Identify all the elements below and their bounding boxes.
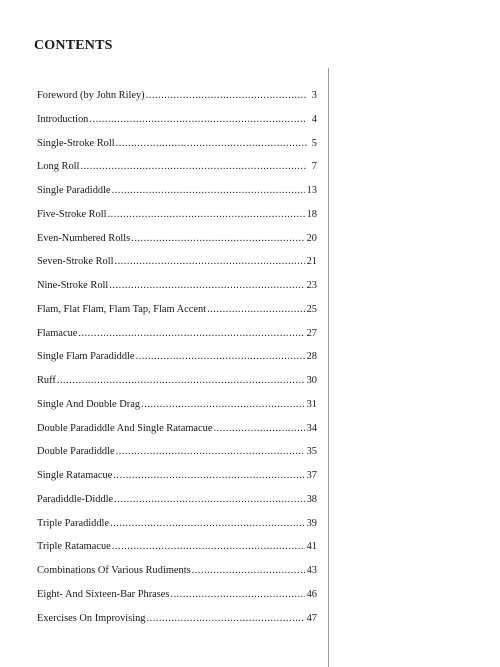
toc-entry <box>37 304 317 328</box>
dot-leader <box>108 209 305 220</box>
toc-entry-title: Foreword (by John Riley) <box>37 90 145 101</box>
toc-entry-page: 4 <box>311 113 317 125</box>
dot-leader <box>192 565 305 576</box>
toc-entry-title: Long Roll <box>37 161 80 173</box>
dot-leader <box>141 399 305 410</box>
dot-leader <box>78 328 304 339</box>
dot-leader <box>147 613 305 624</box>
toc-entry-page: 27 <box>306 327 317 339</box>
dot-leader <box>57 375 305 386</box>
dot-leader <box>146 90 307 101</box>
toc-entry <box>37 613 317 637</box>
dot-leader <box>113 470 304 481</box>
dot-leader <box>213 423 304 434</box>
toc-entry <box>37 161 317 185</box>
dot-leader <box>109 280 304 291</box>
toc-entry <box>37 114 317 138</box>
toc-entry <box>37 399 317 423</box>
toc-entry-page: 41 <box>306 541 317 553</box>
toc-entry-title: Paradiddle-Diddle <box>37 493 114 505</box>
dot-leader <box>170 589 304 600</box>
dot-leader <box>110 518 305 529</box>
dot-leader <box>112 185 305 196</box>
dot-leader <box>116 446 305 457</box>
toc-entry-page: 28 <box>306 351 317 363</box>
toc-entry-page: 23 <box>306 280 317 291</box>
toc-entry <box>37 589 317 613</box>
toc-entry-title: Double Paradiddle <box>37 446 115 458</box>
toc-entry-title: Single Paradiddle <box>37 185 111 196</box>
dot-leader <box>112 541 305 552</box>
toc-entry-title: Flamacue <box>37 327 78 339</box>
contents-heading: CONTENTS <box>34 38 113 53</box>
toc-entry <box>37 351 317 375</box>
toc-entry-page: 25 <box>306 303 317 315</box>
dot-leader <box>114 494 304 505</box>
toc-entry-page: 47 <box>306 612 317 624</box>
dot-leader <box>116 138 307 149</box>
toc-entry <box>37 423 317 447</box>
toc-entry <box>37 541 317 565</box>
dot-leader <box>80 161 307 172</box>
toc-entry <box>37 90 317 114</box>
toc-entry <box>37 494 317 518</box>
toc-entry-page: 38 <box>306 493 317 505</box>
toc-entry-page: 13 <box>306 185 317 196</box>
toc-entry <box>37 446 317 470</box>
toc-entry-title: Exercises On Improvising <box>37 612 146 624</box>
toc-entry <box>37 375 317 399</box>
toc-entry <box>37 470 317 494</box>
dot-leader <box>89 114 307 125</box>
toc-entry-page: 34 <box>306 422 317 434</box>
toc-entry-title: Even-Numbered Rolls <box>37 232 131 244</box>
table-of-contents <box>37 90 317 636</box>
dot-leader <box>136 351 305 362</box>
toc-entry-title: Triple Ratamacue <box>37 541 111 553</box>
toc-entry <box>37 280 317 304</box>
toc-entry-page: 43 <box>306 565 317 576</box>
dot-leader <box>131 233 304 244</box>
toc-entry-page: 20 <box>306 232 317 244</box>
toc-entry-page: 3 <box>311 90 317 101</box>
toc-entry <box>37 565 317 589</box>
toc-entry-title: Combinations Of Various Rudiments <box>37 565 191 576</box>
toc-entry-page: 35 <box>306 446 317 458</box>
toc-entry-title: Triple Paradiddle <box>37 517 110 529</box>
toc-entry-title: Single Flam Paradiddle <box>37 351 135 363</box>
toc-entry <box>37 185 317 209</box>
dot-leader <box>207 304 305 315</box>
toc-entry <box>37 233 317 257</box>
toc-entry <box>37 138 317 162</box>
toc-entry-title: Seven-Stroke Roll <box>37 256 114 268</box>
toc-entry-page: 39 <box>306 517 317 529</box>
toc-entry-title: Nine-Stroke Roll <box>37 280 109 291</box>
toc-entry-title: Five-Stroke Roll <box>37 208 107 220</box>
toc-entry-title: Double Paradiddle And Single Ratamacue <box>37 422 213 434</box>
toc-entry-title: Single Ratamacue <box>37 470 113 481</box>
toc-entry-title: Ruff <box>37 375 56 386</box>
toc-entry-page: 5 <box>311 137 317 149</box>
toc-entry-title: Introduction <box>37 113 89 125</box>
toc-entry-page: 31 <box>306 398 317 410</box>
toc-entry <box>37 209 317 233</box>
toc-entry-title: Eight- And Sixteen-Bar Phrases <box>37 588 170 600</box>
toc-entry <box>37 256 317 280</box>
toc-entry-page: 7 <box>311 161 317 173</box>
toc-entry-page: 30 <box>306 375 317 386</box>
dot-leader <box>114 256 304 267</box>
toc-entry <box>37 518 317 542</box>
toc-entry-page: 46 <box>306 588 317 600</box>
toc-entry-title: Single And Double Drag <box>37 398 141 410</box>
toc-entry-title: Flam, Flat Flam, Flam Tap, Flam Accent <box>37 303 207 315</box>
toc-entry-page: 18 <box>306 208 317 220</box>
vertical-divider <box>328 68 329 667</box>
toc-entry <box>37 328 317 352</box>
toc-entry-page: 21 <box>306 256 317 268</box>
toc-entry-title: Single-Stroke Roll <box>37 137 115 149</box>
toc-entry-page: 37 <box>306 470 317 481</box>
